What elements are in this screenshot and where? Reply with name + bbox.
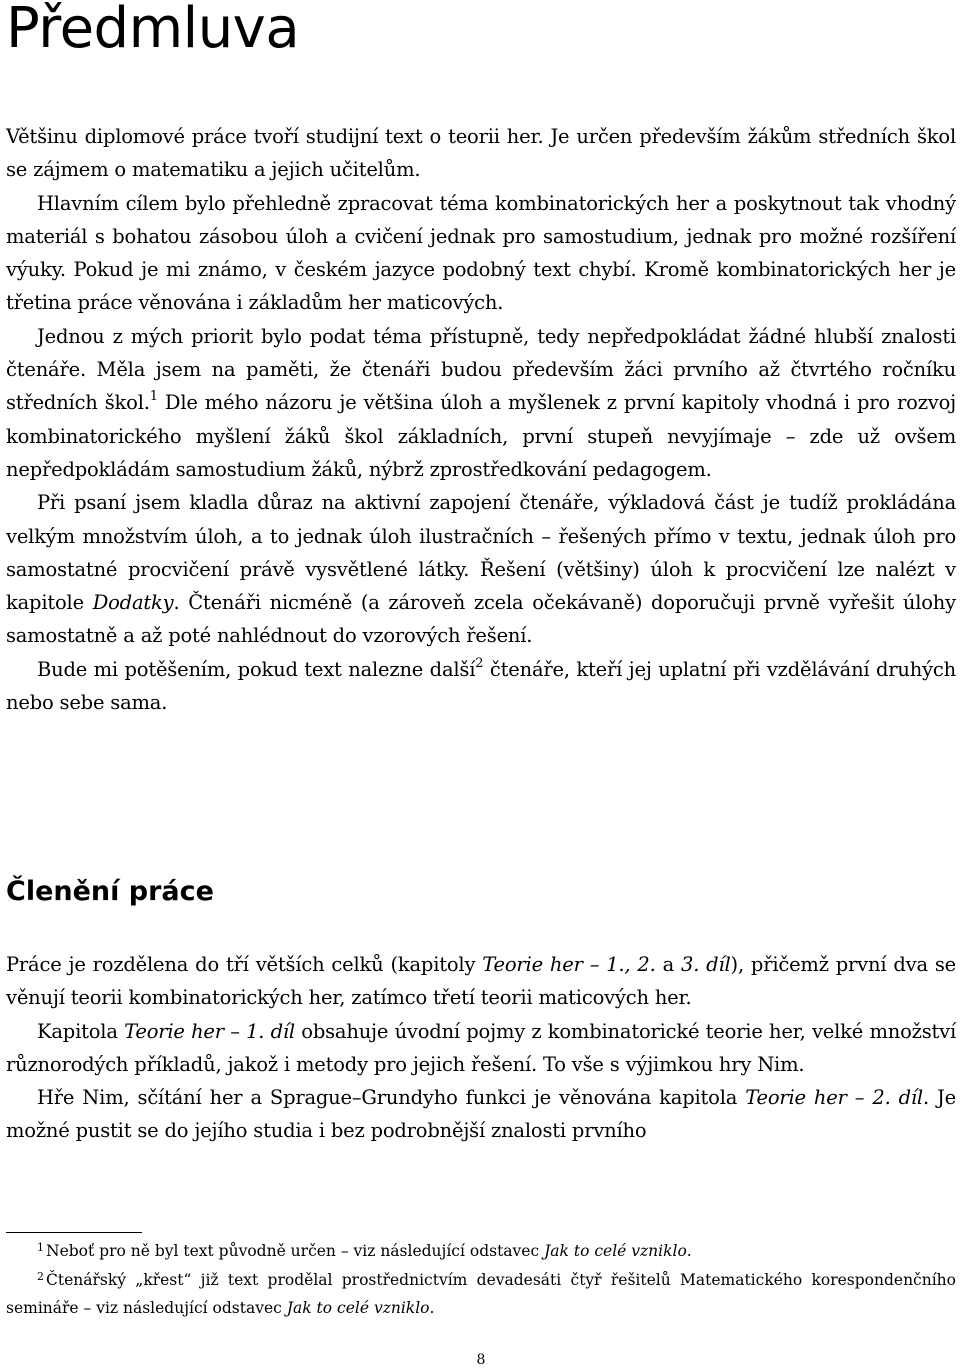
footnote-mark: 1 bbox=[37, 1241, 44, 1254]
section-title: Členění práce bbox=[6, 876, 214, 907]
text-run: Práce je rozdělena do tří větších celků (kapitoly bbox=[6, 953, 483, 976]
footnote-text: Neboť pro ně byl text původně určen – viz následující odstavec bbox=[46, 1242, 545, 1260]
paragraph bbox=[6, 948, 956, 1015]
text-run: Při psaní jsem kladla důraz na aktivní zapojení čtenáře, výkladová část je tudíž prokládána velkým množstvím úloh, a to jednak úloh ilustračních – řešených přímo v textu, jednak úloh pro samostatné procvičení právě vysvětlené látky. Řešení (většiny) úloh k procvičení lze nalézt v kapitole bbox=[6, 491, 956, 615]
footnote-text: . bbox=[429, 1299, 435, 1317]
text-run: obsahuje úvodní pojmy z kombinatorické teorie her, velké množství různorodých příkladů, jakož i metody pro jejich řešení. To vše s výjimkou hry Nim. bbox=[6, 1019, 957, 1076]
footnote-1 bbox=[6, 1238, 956, 1267]
footnote-text: . bbox=[686, 1242, 692, 1260]
footnote-2 bbox=[6, 1267, 956, 1323]
document-page bbox=[6, 0, 956, 1369]
footnote-ref-1[interactable]: 1 bbox=[149, 389, 158, 405]
text-run: Dle mého názoru je většina úloh a myšlenek z první kapitoly vhodná i pro rozvoj kombinatorického myšlení žáků škol základních, první stupeň nevyjímaje – zde už ovšem nepředpokládám samostudium žáků, nýbrž zprostředkování pedagogem. bbox=[6, 391, 956, 481]
section-reference: Jak to celé vzniklo bbox=[544, 1242, 687, 1260]
text-run: ), přičemž první dva se věnují teorii kombinatorických her, zatímco třetí teorii maticových her. bbox=[6, 953, 957, 1010]
chapter-reference: Teorie her – 1., 2. bbox=[482, 953, 656, 976]
section-reference: Jak to celé vzniklo bbox=[286, 1299, 430, 1317]
footnote-mark: 2 bbox=[37, 1269, 44, 1283]
paragraph bbox=[6, 1081, 956, 1148]
paragraph bbox=[6, 653, 956, 720]
text-run: Hře Nim, sčítání her a Sprague–Grundyho funkci je věnována kapitola bbox=[37, 1086, 746, 1110]
text-run: a bbox=[655, 953, 681, 976]
paragraph: Většinu diplomové práce tvoří studijní text o teorii her. Je určen především žákům středních škol se zájmem o matematiku a jejich učitelům. bbox=[6, 125, 956, 182]
structure-body bbox=[6, 948, 956, 1148]
chapter-reference: Teorie her – 2. díl bbox=[745, 1086, 923, 1110]
page-number: 8 bbox=[476, 1352, 486, 1368]
text-run: . Čtenáři nicméně (a zároveň zcela očekávaně) doporučuji prvně vyřešit úlohy samostatně a až poté nahlédnout do vzorových řešení. bbox=[6, 591, 956, 648]
footnotes bbox=[6, 1238, 956, 1323]
text-run: . Je možné pustit se do jejího studia i bez podrobnější znalosti prvního bbox=[6, 1086, 956, 1143]
chapter-reference: 3. díl bbox=[681, 953, 731, 976]
text-run: Kapitola bbox=[37, 1019, 125, 1043]
chapter-title: Předmluva bbox=[6, 0, 300, 61]
paragraph: Hlavním cílem bylo přehledně zpracovat téma kombinatorických her a poskytnout tak vhodný materiál s bohatou zásobou úloh a cvičení jednak pro samostudium, jednak pro možné rozšíření výuky. Pokud je mi známo, v českém jazyce podobný text chybí. Kromě kombinatorických her je třetina práce věnována i základům her maticových. bbox=[6, 191, 956, 315]
text-run: Bude mi potěšením, pokud text nalezne další bbox=[37, 657, 476, 681]
chapter-reference: Teorie her – 1. díl bbox=[124, 1019, 295, 1043]
footnote-ref-2[interactable]: 2 bbox=[475, 655, 484, 671]
footnote-text: Čtenářský „křest“ již text prodělal prostřednictvím devadesáti čtyř řešitelů Matematického korespondenčního semináře – viz následující odstavec bbox=[6, 1270, 956, 1317]
text-run: čtenáře, kteří jej uplatní při vzdělávání druhých nebo sebe sama. bbox=[6, 657, 957, 715]
paragraph bbox=[6, 320, 956, 486]
footnote-divider bbox=[6, 1232, 142, 1233]
chapter-reference: Dodatky bbox=[92, 591, 174, 615]
preface-body bbox=[6, 120, 956, 719]
paragraph bbox=[6, 1015, 956, 1082]
text-run: Jednou z mých priorit bylo podat téma přístupně, tedy nepředpokládat žádné hlubší znalosti čtenáře. Měla jsem na paměti, že čtenáři budou především žáci prvního až čtvrtého ročníku středních škol. bbox=[6, 324, 956, 415]
paragraph bbox=[6, 486, 956, 652]
